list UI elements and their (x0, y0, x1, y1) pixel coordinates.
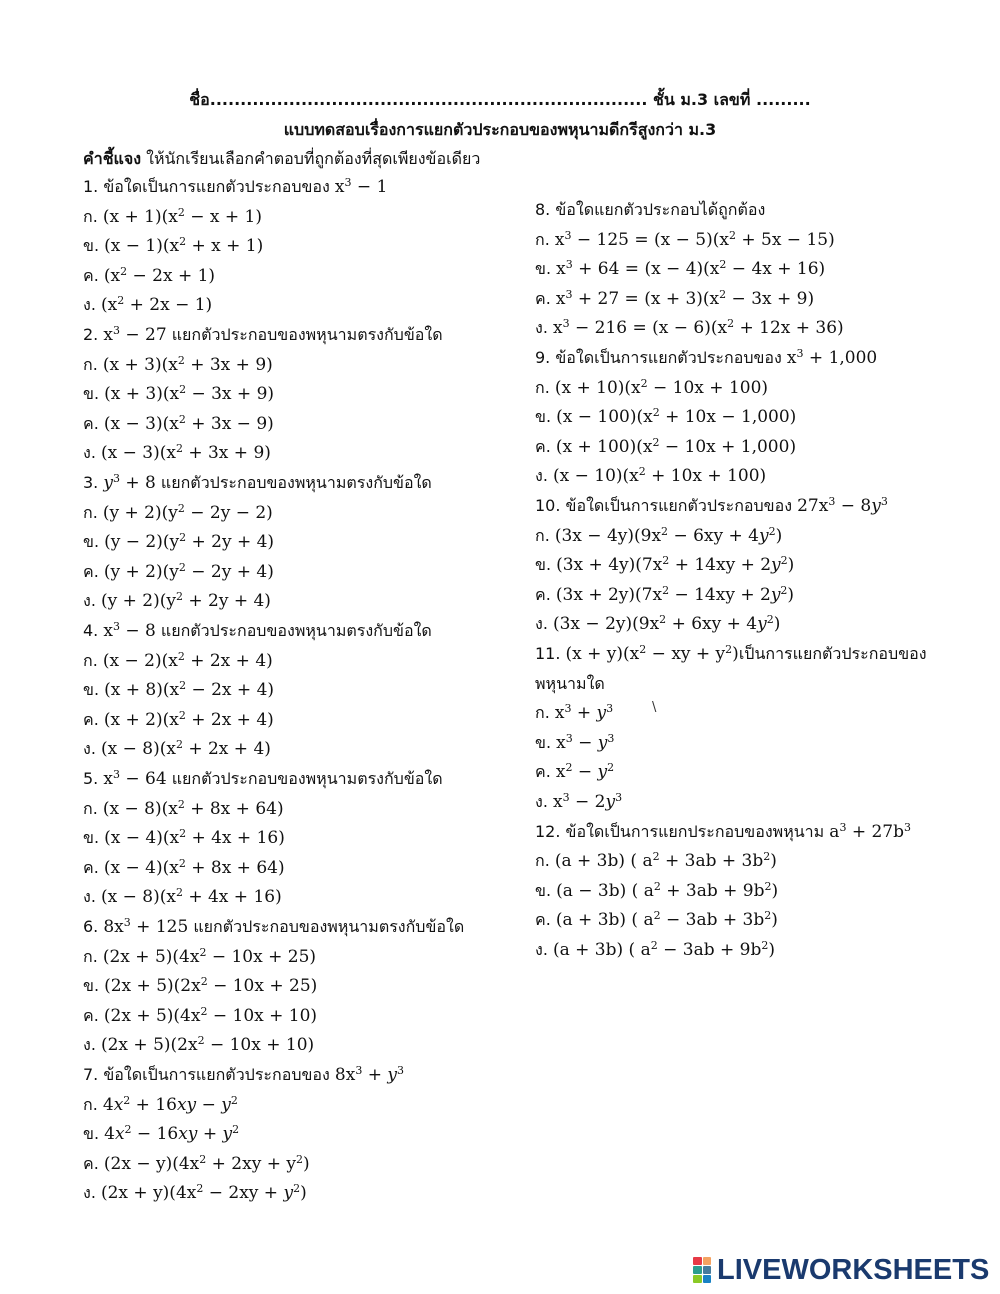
line-text: ข. (83, 532, 105, 552)
math-expression: $(3x - 2y)(9x^2 + 6xy + 4y^2)$ (552, 613, 781, 635)
math-expression: $(y + 2)(y^2 - 2y + 4)$ (103, 560, 274, 582)
line-text: ข. (83, 680, 105, 700)
line-text: ข. (535, 259, 557, 279)
line-text: ก. (83, 1094, 103, 1114)
math-expression: $x^3 - 125 = (x - 5)(x^2 + 5x - 15)$ (554, 228, 835, 250)
line-text: ข. (535, 555, 557, 575)
math-expression: $x^3 - 64$ (103, 768, 167, 789)
line-text: 2. (83, 325, 104, 344)
line-text: ค. (535, 584, 556, 604)
line-text: ค. (83, 1005, 104, 1025)
math-expression: $x^3 - 216 = (x - 6)(x^2 + 12x + 36)$ (552, 317, 844, 339)
line-text: ง. (535, 614, 553, 634)
line-text: ง. (83, 1183, 101, 1203)
line-text: ข. (535, 880, 557, 900)
question-line (535, 347, 877, 369)
math-expression: $x^3 + 27 = (x + 3)(x^2 - 3x + 9)$ (555, 287, 815, 309)
math-expression: $(x - 100)(x^2 + 10x - 1,000)$ (556, 406, 797, 428)
question-line (83, 857, 285, 879)
instructions-label: คำชี้แจง (83, 149, 142, 168)
line-text: ง. (535, 940, 553, 959)
math-expression: $(x + y)(x^2$ − xy + $y^2$) (565, 643, 739, 664)
question-line (83, 1182, 307, 1204)
line-text: ง. (535, 792, 553, 811)
question-line (83, 561, 274, 583)
line-text: 1. ข้อใดเป็นการแยกตัวประกอบของ (83, 177, 335, 196)
math-expression: $(2x - y)(4x^2 + 2xy + y^2)$ (103, 1152, 310, 1174)
line-text-after: แยกตัวประกอบของพหุนามตรงกับข้อใด (166, 325, 443, 344)
math-expression: $x^3 - y^3$ (556, 731, 615, 753)
line-text: ก. (535, 229, 555, 249)
test-title: แบบทดสอบเรื่องการแยกตัวประกอบของพหุนามดีกรีสูงกว่า ม.3 (283, 120, 717, 139)
question-line (535, 584, 794, 606)
question-line (83, 442, 271, 464)
line-text: ก. (535, 525, 555, 545)
question-line (83, 413, 274, 435)
math-expression: $27x^3 - 8y^3$ (797, 495, 888, 516)
question-line (535, 229, 835, 251)
math-expression: $a^3 + 27b^3$ (829, 820, 912, 842)
math-expression: $8x^3 + 125$ (103, 916, 189, 937)
question-line (535, 199, 765, 221)
question-line (535, 732, 614, 754)
line-text: ง. (535, 466, 553, 486)
question-line (83, 768, 443, 790)
question-line (83, 265, 215, 287)
question-line (83, 916, 464, 938)
math-expression: $(x + 2)(x^2 + 2x + 4)$ (103, 708, 274, 730)
question-line (535, 821, 911, 843)
math-expression: (a + 3b) ( $a^2 - 3ab + 9b^2$) (552, 939, 775, 960)
student-info-line: ชื่อ........................................................................ ชั้น ม.3 เลขที่ ......... (189, 90, 811, 109)
question-line (535, 495, 888, 517)
question-line (535, 850, 777, 872)
math-expression: $x^3 - 1$ (334, 176, 388, 197)
math-expression: $4x^2 + 16xy - y^2$ (102, 1093, 238, 1115)
math-expression: $(y + 2)(y^2 + 2y + 4)$ (100, 590, 271, 612)
line-text: ค. (83, 561, 104, 581)
line-text: ค. (83, 413, 104, 433)
math-expression: $(2x + 5)(2x^2 - 10x + 25)$ (104, 975, 318, 997)
line-text: ก. (83, 798, 103, 818)
math-expression: (a + 3b) ( $a^2 + 3ab + 3b^2$) (554, 850, 777, 872)
line-text: ค. (83, 1153, 104, 1173)
line-text: ข. (83, 384, 105, 404)
question-line (83, 176, 387, 198)
question-line (83, 798, 284, 820)
line-text: 8. ข้อใดแยกตัวประกอบได้ถูกต้อง (535, 200, 766, 219)
math-expression: $(3x - 4y)(9x^2 - 6xy + 4y^2)$ (554, 524, 783, 546)
line-text: ก. (83, 502, 103, 522)
question-line (535, 673, 605, 695)
line-text: ก. (535, 851, 555, 871)
line-text: ค. (535, 288, 556, 308)
line-text: ง. (83, 739, 101, 759)
question-line (83, 620, 432, 642)
question-line (535, 525, 782, 547)
question-line (83, 590, 271, 612)
math-expression: $(x^2 - 2x + 1)$ (103, 264, 216, 286)
line-text: 5. (83, 769, 104, 788)
line-text-after: เป็นการแยกตัวประกอบของ (738, 644, 927, 663)
question-line (535, 554, 794, 576)
question-line (83, 738, 271, 760)
line-text: 7. ข้อใดเป็นการแยกตัวประกอบของ (83, 1065, 335, 1084)
math-expression: (a + 3b) ( $a^2 - 3ab + 3b^2$) (555, 909, 778, 931)
math-expression: $(x - 3)(x^2 + 3x + 9)$ (100, 442, 271, 464)
math-expression: $(x - 4)(x^2 + 4x + 16)$ (104, 827, 285, 849)
question-line (83, 235, 263, 257)
line-text-after: แยกตัวประกอบของพหุนามตรงกับข้อใด (155, 621, 432, 640)
line-text: ก. (535, 377, 555, 397)
line-text: ง. (83, 295, 101, 315)
line-text: ก. (535, 703, 555, 723)
question-line (535, 436, 796, 458)
math-expression: $x^3 + 1,000$ (786, 347, 878, 368)
math-expression: $(x^2 + 2x - 1)$ (100, 294, 213, 316)
math-expression: $y^3 + 8$ (103, 472, 156, 493)
question-line (83, 294, 212, 316)
question-line (83, 502, 273, 524)
math-expression: $(x - 10)(x^2 + 10x + 100)$ (552, 465, 767, 487)
line-text: ข. (535, 732, 557, 752)
line-text: ค. (83, 857, 104, 877)
question-line (83, 206, 262, 228)
line-text: ก. (83, 650, 103, 670)
math-expression: $(x - 8)(x^2 + 2x + 4)$ (100, 738, 271, 760)
question-line (535, 377, 768, 399)
question-line (83, 324, 443, 346)
question-line (83, 531, 274, 553)
question-line (83, 886, 282, 908)
question-line (535, 909, 778, 931)
line-text: ข. (83, 828, 105, 848)
math-expression: $(y + 2)(y^2 - 2y - 2)$ (102, 501, 273, 523)
instructions-text: ให้นักเรียนเลือกคำตอบที่ถูกต้องที่สุดเพียงข้อเดียว (141, 149, 481, 168)
math-expression: $(2x + y)(4x^2 - 2xy + y^2)$ (100, 1182, 307, 1204)
line-text: ค. (535, 910, 556, 930)
line-text: 10. ข้อใดเป็นการแยกตัวประกอบของ (535, 496, 798, 515)
line-text: ง. (83, 1035, 101, 1055)
logo-text: LIVEWORKSHEETS (717, 1253, 990, 1286)
math-expression: $(x + 100)(x^2 - 10x + 1,000)$ (555, 435, 797, 457)
math-expression: $(x - 2)(x^2 + 2x + 4)$ (102, 649, 273, 671)
question-line (535, 288, 814, 310)
line-text: ง. (535, 318, 553, 338)
question-line (83, 1064, 404, 1086)
question-line (83, 1153, 310, 1175)
question-line (83, 975, 317, 997)
line-text-after: แยกตัวประกอบของพหุนามตรงกับข้อใด (188, 917, 465, 936)
math-expression: $x^3 + 64 = (x - 4)(x^2 - 4x + 16)$ (556, 258, 826, 280)
line-text: ก. (83, 354, 103, 374)
math-expression: $(x - 8)(x^2 + 4x + 16)$ (100, 886, 282, 908)
line-text: ง. (83, 887, 101, 907)
math-expression: $(3x + 4y)(7x^2 + 14xy + 2y^2)$ (556, 554, 795, 576)
question-line (83, 679, 274, 701)
math-expression: $(y - 2)(y^2 + 2y + 4)$ (104, 531, 275, 553)
math-expression: $(x - 3)(x^2 + 3x - 9)$ (103, 412, 274, 434)
math-expression: $(x + 3)(x^2 - 3x + 9)$ (104, 383, 275, 405)
math-expression: $(2x + 5)(4x^2 - 10x + 10)$ (103, 1004, 318, 1026)
line-text: 6. (83, 917, 104, 936)
line-text: ค. (535, 436, 556, 456)
question-line (83, 827, 285, 849)
question-line (83, 383, 274, 405)
question-line (83, 1034, 314, 1056)
line-text: ค. (535, 762, 556, 782)
logo-mark-icon (693, 1257, 711, 1283)
math-expression: $x^3 - 27$ (103, 324, 167, 345)
question-line (83, 1094, 238, 1116)
line-text: ง. (83, 443, 101, 463)
question-line (535, 761, 614, 783)
question-line (535, 643, 927, 665)
question-line (535, 317, 844, 339)
math-expression: $(x + 8)(x^2 - 2x + 4)$ (104, 679, 275, 701)
question-line (83, 1005, 317, 1027)
question-line (83, 650, 273, 672)
question-line (535, 258, 825, 280)
math-expression: $(2x + 5)(2x^2 - 10x + 10)$ (100, 1034, 315, 1056)
question-line (535, 613, 780, 635)
line-text-after: แยกตัวประกอบของพหุนามตรงกับข้อใด (155, 473, 432, 492)
math-expression: $4x^2 - 16xy + y^2$ (104, 1123, 240, 1145)
question-line (535, 791, 622, 813)
line-text: 4. (83, 621, 104, 640)
line-text: 12. ข้อใดเป็นการแยกประกอบของพหุนาม (535, 821, 830, 841)
question-line (535, 939, 775, 961)
instructions (83, 147, 480, 172)
line-text: ง. (83, 591, 101, 611)
question-line (535, 465, 766, 487)
question-line (535, 880, 778, 902)
question-line (535, 406, 796, 428)
line-text: 11. (535, 644, 566, 663)
question-line (83, 946, 316, 968)
liveworksheets-logo (693, 1254, 989, 1286)
math-expression: (a − 3b) ( $a^2 + 3ab + 9b^2$) (556, 879, 779, 901)
math-expression: $x^3 - 2y^3$ (552, 791, 623, 812)
line-text: ข. (83, 976, 105, 996)
question-line (535, 702, 613, 724)
math-expression: $(x - 1)(x^2 + x + 1)$ (104, 235, 264, 257)
line-text: 9. ข้อใดเป็นการแยกตัวประกอบของ (535, 348, 787, 367)
line-text-after: แยกตัวประกอบของพหุนามตรงกับข้อใด (166, 769, 443, 788)
math-expression: $(x + 10)(x^2 - 10x + 100)$ (554, 376, 769, 398)
math-expression: $x^3 + y^3$ (554, 702, 614, 724)
line-text: ข. (83, 236, 105, 256)
line-text: ค. (83, 265, 104, 285)
stray-mark: \ (652, 700, 657, 715)
math-expression: $(x - 4)(x^2 + 8x + 64)$ (103, 856, 285, 878)
line-text: ก. (83, 206, 103, 226)
math-expression: $8x^3 + y^3$ (334, 1064, 404, 1085)
math-expression: $(x + 3)(x^2 + 3x + 9)$ (102, 353, 273, 375)
question-line (83, 1123, 239, 1145)
math-expression: $(x + 1)(x^2 - x + 1)$ (102, 205, 262, 227)
line-text: ข. (83, 1124, 105, 1144)
math-expression: $(3x + 2y)(7x^2 - 14xy + 2y^2)$ (555, 583, 795, 605)
math-expression: $x^2 - y^2$ (555, 761, 615, 783)
question-line (83, 709, 274, 731)
math-expression: $(x - 8)(x^2 + 8x + 64)$ (102, 797, 284, 819)
math-expression: $x^3 - 8$ (103, 620, 156, 641)
question-line (83, 354, 273, 376)
line-text: 3. (83, 473, 104, 492)
question-line (83, 472, 432, 494)
line-text: ข. (535, 407, 557, 427)
line-text: ก. (83, 946, 103, 966)
line-text: ค. (83, 709, 104, 729)
math-expression: $(2x + 5)(4x^2 - 10x + 25)$ (102, 945, 317, 967)
line-text: พหุนามใด (535, 673, 605, 693)
